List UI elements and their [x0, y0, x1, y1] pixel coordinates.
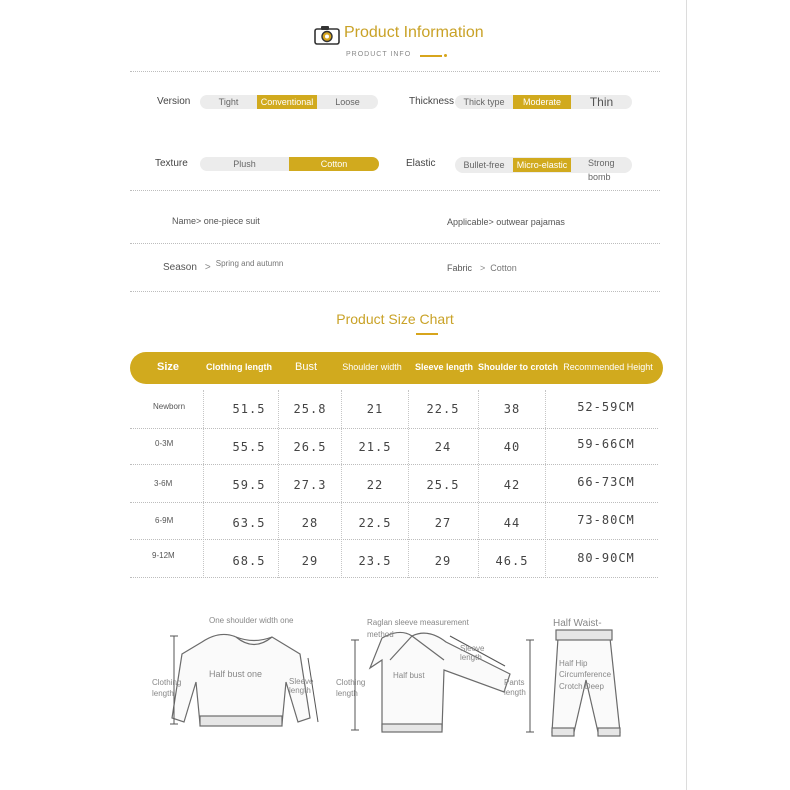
version-option-conventional[interactable]: Conventional: [257, 95, 317, 109]
season-value: Spring and autumn: [215, 259, 284, 268]
cell-bust: 25.8: [293, 402, 327, 416]
fabric-value: Cotton: [490, 263, 517, 273]
row-divider: [130, 428, 658, 429]
row-size-0-3m: 0-3M: [155, 439, 174, 448]
divider-top: [130, 71, 660, 72]
col-separator: [408, 390, 409, 578]
col-shoulder-width: Shoulder width: [342, 362, 402, 372]
col-separator: [341, 390, 342, 578]
row-size-3-6m: 3-6M: [154, 479, 173, 488]
size-chart-underline: [416, 333, 438, 335]
cell-clothing-length: 59.5: [232, 478, 266, 492]
cell-height: 66-73CM: [577, 475, 635, 489]
col-recommended-height: Recommended Height: [563, 362, 653, 372]
camera-icon: [314, 25, 340, 45]
row-divider: [130, 539, 658, 540]
col-separator: [478, 390, 479, 578]
pants-hip-label: Half Hip: [559, 659, 588, 668]
fabric-arrow: >: [480, 263, 486, 273]
cell-height: 59-66CM: [577, 437, 635, 451]
cell-shoulder-width: 23.5: [358, 554, 392, 568]
cell-shoulder-width: 22.5: [358, 516, 392, 530]
elastic-option-bullet-free[interactable]: Bullet-free: [463, 160, 505, 170]
texture-label: Texture: [155, 158, 188, 169]
elastic-selector: [455, 157, 632, 182]
row-size-9-12m: 9-12M: [152, 551, 175, 560]
cell-sleeve-length: 29: [434, 554, 452, 568]
cell-bust: 28: [301, 516, 319, 530]
subtitle-dot: [444, 54, 447, 57]
sweatshirt-sleeve-label: Sleeve length: [289, 677, 314, 695]
texture-option-plush[interactable]: Plush: [233, 159, 256, 169]
version-selector: [200, 95, 378, 109]
fabric-label: Fabric: [447, 263, 473, 273]
divider-2: [130, 190, 660, 191]
thickness-option-thick[interactable]: Thick type: [463, 97, 505, 107]
col-separator: [545, 390, 546, 578]
page-title: Product Information: [344, 24, 484, 41]
texture-selector: [200, 157, 379, 171]
row-divider: [130, 464, 658, 465]
col-sleeve-length: Sleeve length: [414, 362, 474, 372]
version-option-tight[interactable]: Tight: [218, 97, 239, 107]
divider-3: [130, 243, 660, 244]
row-size-6-9m: 6-9M: [155, 516, 174, 525]
cell-bust: 26.5: [293, 440, 327, 454]
cell-shoulder-to-crotch: 44: [503, 516, 521, 530]
version-label: Version: [157, 96, 191, 107]
right-divider: [686, 0, 687, 790]
sweatshirt-bust-label: Half bust one: [209, 669, 263, 679]
raglan-bust-label: Half bust: [393, 671, 425, 680]
info-season: [163, 259, 284, 273]
pants-waist-label: Half Waist-: [553, 618, 602, 629]
cell-clothing-length: 55.5: [232, 440, 266, 454]
cell-shoulder-width: 21.5: [358, 440, 392, 454]
info-applicable: Applicable> outwear pajamas: [447, 217, 565, 227]
elastic-label: Elastic: [406, 158, 436, 169]
raglan-method-label: Raglan sleeve measurement method: [367, 618, 469, 639]
col-separator: [203, 390, 204, 578]
cell-height: 73-80CM: [577, 513, 635, 527]
cell-shoulder-to-crotch: 42: [503, 478, 521, 492]
cell-bust: 27.3: [293, 478, 327, 492]
cell-height: 80-90CM: [577, 551, 635, 565]
cell-sleeve-length: 25.5: [426, 478, 460, 492]
cell-sleeve-length: 22.5: [426, 402, 460, 416]
cell-sleeve-length: 24: [434, 440, 452, 454]
pants-crotch-label: Crotch Deep: [559, 682, 604, 691]
col-separator: [278, 390, 279, 578]
col-shoulder-to-crotch: Shoulder to crotch: [478, 362, 559, 372]
cell-height: 52-59CM: [577, 400, 635, 414]
cell-bust: 29: [301, 554, 319, 568]
subtitle-underline: [420, 55, 442, 57]
sweatshirt-clothing-length-label: Clothing length: [152, 678, 182, 698]
cell-shoulder-to-crotch: 46.5: [495, 554, 529, 568]
col-size: Size: [156, 361, 179, 373]
elastic-option-micro-elastic[interactable]: Micro-elastic: [513, 158, 571, 172]
thickness-option-thin[interactable]: Thin: [589, 95, 614, 109]
divider-4: [130, 291, 660, 292]
cell-sleeve-length: 27: [434, 516, 452, 530]
texture-option-cotton[interactable]: Cotton: [289, 157, 379, 171]
thickness-label: Thickness: [409, 96, 455, 107]
row-size-newborn: Newborn: [153, 402, 186, 411]
cell-shoulder-to-crotch: 40: [503, 440, 521, 454]
sweatshirt-shoulder-label: One shoulder width one: [209, 616, 294, 625]
cell-shoulder-width: 22: [366, 478, 384, 492]
info-name: Name> one-piece suit: [172, 216, 260, 226]
elastic-option-strong[interactable]: Strong bomb: [588, 157, 615, 182]
cell-clothing-length: 68.5: [232, 554, 266, 568]
thickness-option-moderate[interactable]: Moderate: [513, 95, 571, 109]
row-divider: [130, 502, 658, 503]
version-option-loose[interactable]: Loose: [335, 97, 360, 107]
season-label: Season: [163, 262, 197, 273]
cell-clothing-length: 63.5: [232, 516, 266, 530]
raglan-pants-label: Pants length: [504, 678, 526, 697]
size-chart-title: Product Size Chart: [336, 311, 454, 327]
info-fabric: [447, 263, 517, 273]
col-bust: Bust: [294, 361, 317, 373]
season-arrow: >: [204, 262, 211, 273]
raglan-sleeve-label: Sleeve length: [460, 644, 485, 662]
col-clothing-length: Clothing length: [206, 362, 272, 372]
row-divider: [130, 577, 658, 578]
thickness-selector: [455, 95, 632, 109]
cell-shoulder-width: 21: [366, 402, 384, 416]
cell-shoulder-to-crotch: 38: [503, 402, 521, 416]
raglan-clothing-length-label: Clothing length: [336, 678, 366, 698]
page-subtitle: PRODUCT INFO: [346, 51, 412, 58]
pants-circumference-label: Circumference: [559, 670, 612, 679]
cell-clothing-length: 51.5: [232, 402, 266, 416]
